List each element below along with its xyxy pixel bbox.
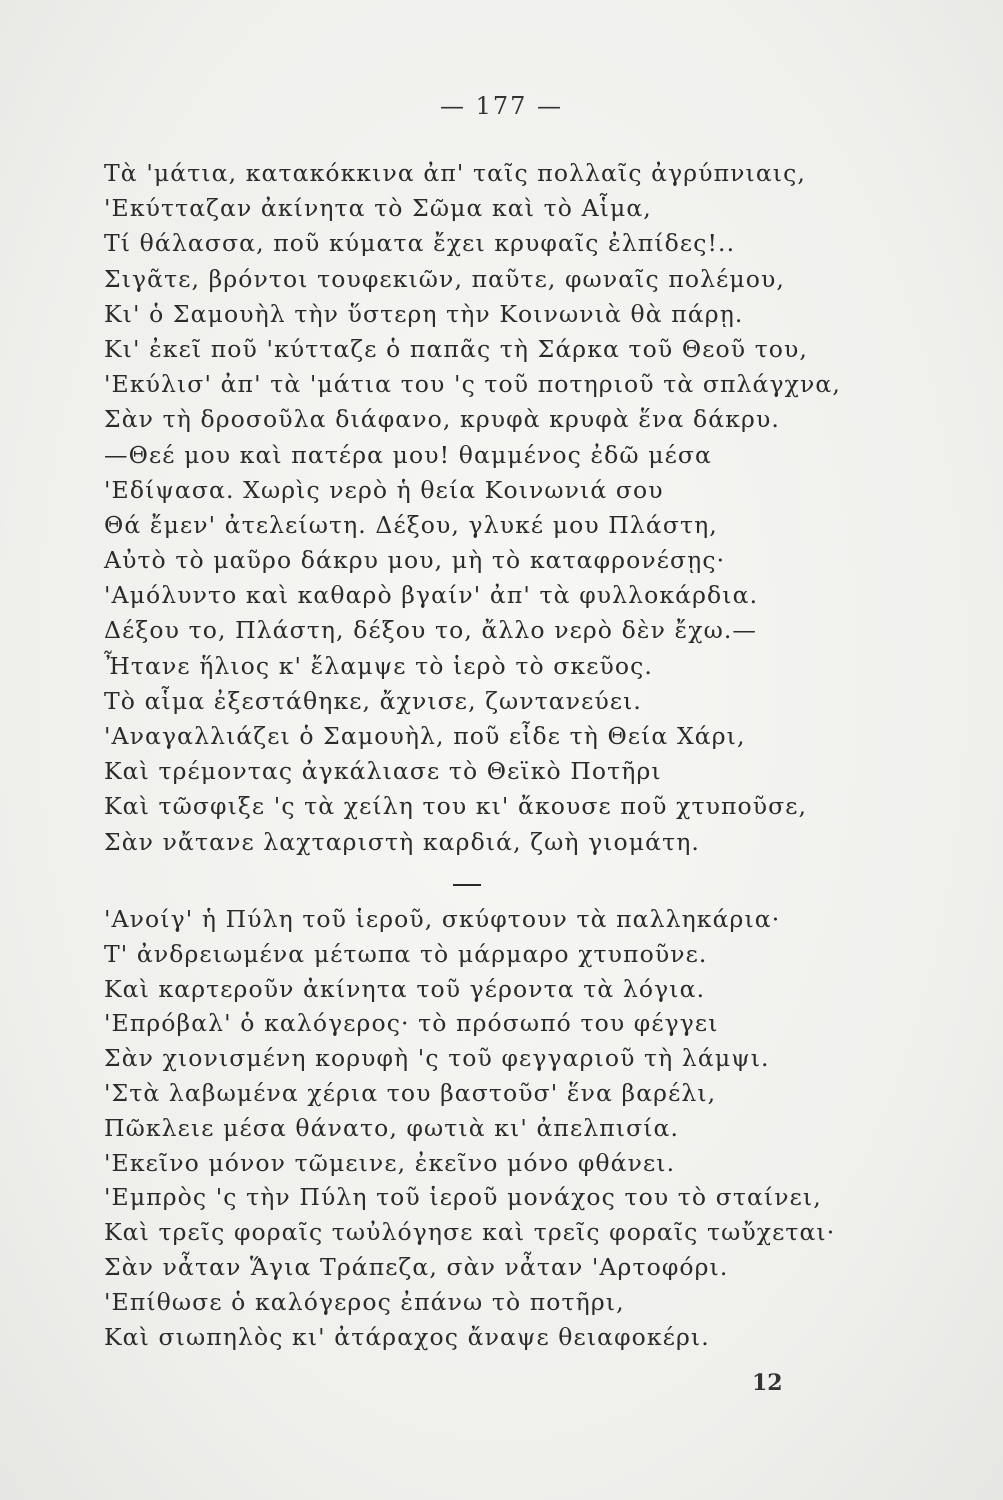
- poem-line: 'Εκύτταζαν ἀκίνητα τὸ Σῶμα καὶ τὸ Αἷμα,: [104, 194, 652, 223]
- poem-line: Καὶ τρεῖς φοραῖς τωὐλόγησε καὶ τρεῖς φοραῖς τωὔχεται·: [104, 1218, 836, 1247]
- section-divider: [453, 884, 481, 886]
- poem-line: 'Επίθωσε ὁ καλόγερος ἐπάνω τὸ ποτῆρι,: [104, 1287, 625, 1316]
- page-number-header: — 177 —: [439, 92, 564, 120]
- poem-line: 'Εμπρὸς 'ς τὴν Πύλη τοῦ ἱεροῦ μονάχος του τὸ σταίνει,: [104, 1183, 822, 1212]
- poem-line: Καὶ σιωπηλὸς κι' ἀτάραχος ἄναψε θειαφοκέρι.: [104, 1322, 710, 1351]
- poem-line: Ἦτανε ἥλιος κ' ἔλαμψε τὸ ἱερὸ τὸ σκεῦος.: [104, 651, 653, 680]
- poem-line: —Θεέ μου καὶ πατέρα μου! θαμμένος ἐδῶ μέσα: [104, 440, 713, 469]
- poem-line: Αὐτὸ τὸ μαῦρο δάκρυ μου, μὴ τὸ καταφρονέσῃς·: [104, 546, 726, 575]
- poem-stanza-1: [104, 156, 864, 860]
- poem-stanza-2: [104, 902, 864, 1354]
- poem-line: 'Εκύλισ' ἀπ' τὰ 'μάτια του 'ς τοῦ ποτηριοῦ τὰ σπλάγχνα,: [104, 370, 841, 399]
- poem-line: Θά ἔμεν' ἀτελείωτη. Δέξου, γλυκέ μου Πλάστη,: [104, 510, 718, 539]
- poem-line: Σὰν χιονισμένη κορυφὴ 'ς τοῦ φεγγαριοῦ τὴ λάμψι.: [104, 1044, 770, 1073]
- poem-line: 'Εκεῖνο μόνον τῶμεινε, ἐκεῖνο μόνο φθάνει.: [104, 1148, 676, 1177]
- poem-line: Τ' ἀνδρειωμένα μέτωπα τὸ μάρμαρο χτυποῦνε.: [104, 939, 708, 968]
- poem-line: Σὰν τὴ δροσοῦλα διάφανο, κρυφὰ κρυφὰ ἕνα δάκρυ.: [104, 405, 780, 434]
- poem-line: Καὶ τρέμοντας ἀγκάλιασε τὸ Θεϊκὸ Ποτῆρι: [104, 757, 662, 786]
- poem-line: Σιγᾶτε, βρόντοι τουφεκιῶν, παῦτε, φωναῖς πολέμου,: [104, 264, 785, 293]
- poem-line: 'Ανοίγ' ἡ Πύλη τοῦ ἱεροῦ, σκύφτουν τὰ παλληκάρια·: [104, 905, 781, 933]
- poem-line: Σὰν νἄτανε λαχταριστὴ καρδιά, ζωὴ γιομάτη.: [104, 827, 700, 856]
- poem-line: Κι' ἐκεῖ ποῦ 'κύτταζε ὁ παπᾶς τὴ Σάρκα τοῦ Θεοῦ του,: [104, 334, 809, 363]
- poem-line: Δέξου το, Πλάστη, δέξου το, ἄλλο νερὸ δὲν ἔχω.—: [104, 616, 758, 645]
- poem-line: 'Επρόβαλ' ὁ καλόγερος· τὸ πρόσωπό του φέγγει: [104, 1009, 719, 1038]
- poem-line: Τὸ αἷμα ἐξεστάθηκε, ἄχνισε, ζωντανεύει.: [104, 686, 642, 715]
- poem-line: Πῶκλειε μέσα θάνατο, φωτιὰ κι' ἀπελπισία.: [104, 1113, 680, 1142]
- poem-line: Καὶ τῶσφιξε 'ς τὰ χείλη του κι' ἄκουσε ποῦ χτυποῦσε,: [104, 792, 808, 821]
- poem-line: 'Εδίψασα. Χωρὶς νερὸ ἡ θεία Κοινωνιά σου: [104, 475, 664, 504]
- poem-line: Τί θάλασσα, ποῦ κύματα ἔχει κρυφαῖς ἐλπίδες!..: [104, 229, 736, 258]
- poem-line: Καὶ καρτεροῦν ἀκίνητα τοῦ γέροντα τὰ λόγια.: [104, 974, 706, 1003]
- poem-line: 'Αναγαλλιάζει ὁ Σαμουὴλ, ποῦ εἶδε τὴ Θεία Χάρι,: [104, 722, 746, 750]
- poem-line: 'Αμόλυντο καὶ καθαρὸ βγαίν' ἀπ' τὰ φυλλοκάρδια.: [104, 581, 759, 610]
- poem-line: Σὰν νἆταν Ἅγια Τράπεζα, σὰν νἆταν 'Αρτοφόρι.: [104, 1252, 729, 1281]
- printer-signature-mark: 12: [752, 1370, 783, 1396]
- poem-line: Κι' ὁ Σαμουὴλ τὴν ὕστερη τὴν Κοινωνιὰ θὰ πάρῃ.: [104, 299, 744, 328]
- poem-line: 'Στὰ λαβωμένα χέρια του βαστοῦσ' ἕνα βαρέλι,: [104, 1078, 717, 1107]
- poem-line: Τὰ 'μάτια, κατακόκκινα ἀπ' ταῖς πολλαῖς ἀγρύπνιαις,: [104, 159, 806, 187]
